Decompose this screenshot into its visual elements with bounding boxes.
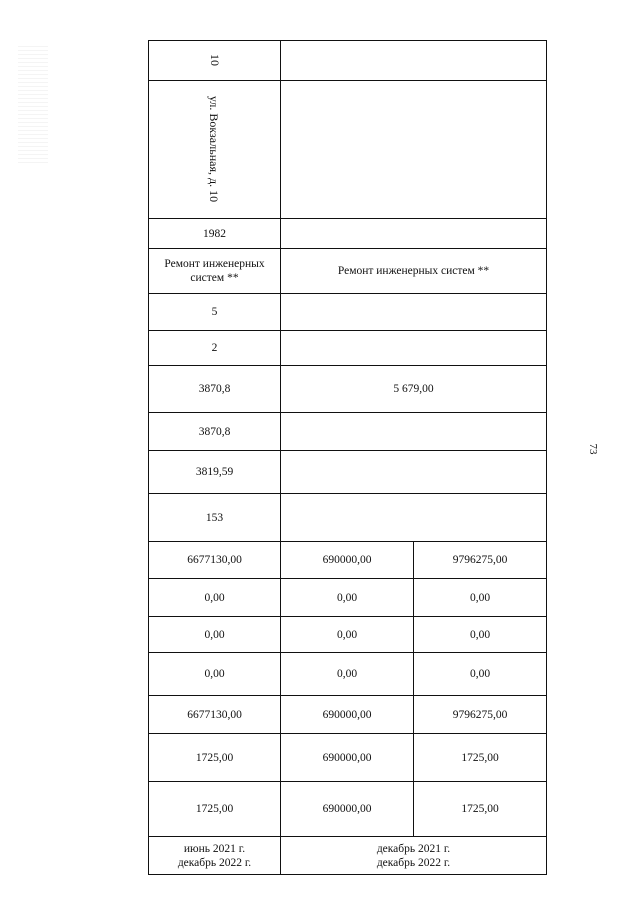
- table-row: [149, 294, 547, 331]
- value-cell: 3819,59: [149, 451, 281, 494]
- empty-cell: [281, 219, 547, 249]
- value-cell: 0,00: [281, 653, 414, 696]
- table-row: [149, 413, 547, 451]
- value-cell: 1725,00: [149, 782, 281, 837]
- value-cell: 3870,8: [149, 413, 281, 451]
- area-right-cell: 5 679,00: [281, 366, 547, 413]
- value-cell: 0,00: [414, 653, 547, 696]
- value-cell: 1725,00: [414, 734, 547, 782]
- value-cell: 2: [149, 331, 281, 366]
- table-row: [149, 579, 547, 617]
- table-row: [149, 494, 547, 542]
- value-cell: 0,00: [149, 653, 281, 696]
- repair-table: [148, 40, 547, 875]
- value-cell: 9796275,00: [414, 542, 547, 579]
- period-right-cell: [281, 837, 547, 875]
- table-row: [149, 734, 547, 782]
- value-cell: 0,00: [281, 579, 414, 617]
- value-cell: 0,00: [414, 579, 547, 617]
- table-row: [149, 81, 547, 219]
- period-right-end: декабрь 2022 г.: [376, 856, 451, 869]
- period-left-cell: [149, 837, 281, 875]
- table-row: [149, 617, 547, 653]
- period-left-start: июнь 2021 г.: [183, 842, 246, 855]
- address-cell: [149, 81, 281, 219]
- value-cell: 690000,00: [281, 734, 414, 782]
- empty-cell: [281, 294, 547, 331]
- work-type-right: Ремонт инженерных систем **: [281, 249, 547, 294]
- empty-cell: [281, 41, 547, 81]
- table-row: [149, 41, 547, 81]
- table-row: [149, 366, 547, 413]
- table-row: [149, 696, 547, 734]
- empty-cell: [281, 331, 547, 366]
- period-right-start: декабрь 2021 г.: [376, 842, 451, 855]
- value-cell: 690000,00: [281, 782, 414, 837]
- table-row: [149, 249, 547, 294]
- value-cell: 1725,00: [414, 782, 547, 837]
- empty-cell: [281, 413, 547, 451]
- value-cell: 0,00: [149, 617, 281, 653]
- value-cell: 690000,00: [281, 542, 414, 579]
- value-cell: 1725,00: [149, 734, 281, 782]
- year-cell: 1982: [149, 219, 281, 249]
- value-cell: 6677130,00: [149, 696, 281, 734]
- page-number: 73: [587, 443, 599, 455]
- value-cell: 6677130,00: [149, 542, 281, 579]
- value-cell: 5: [149, 294, 281, 331]
- table-row: [149, 837, 547, 875]
- area-left-cell: 3870,8: [149, 366, 281, 413]
- value-cell: 0,00: [414, 617, 547, 653]
- address-text: ул. Вокзальная, д. 10: [207, 95, 222, 203]
- table-row: [149, 331, 547, 366]
- period-left-end: декабрь 2022 г.: [177, 856, 252, 869]
- table-row: [149, 782, 547, 837]
- value-cell: 0,00: [149, 579, 281, 617]
- number-cell: [149, 41, 281, 81]
- empty-cell: [281, 81, 547, 219]
- table-row: [149, 542, 547, 579]
- value-cell: 9796275,00: [414, 696, 547, 734]
- value-cell: 690000,00: [281, 696, 414, 734]
- value-cell: 0,00: [281, 617, 414, 653]
- work-type-left: Ремонт инженерных систем **: [149, 249, 281, 294]
- scan-artifact: [18, 46, 48, 166]
- table-row: [149, 451, 547, 494]
- empty-cell: [281, 451, 547, 494]
- empty-cell: [281, 494, 547, 542]
- value-cell: 153: [149, 494, 281, 542]
- table-row: [149, 219, 547, 249]
- table-row: [149, 653, 547, 696]
- house-number: 10: [207, 54, 222, 66]
